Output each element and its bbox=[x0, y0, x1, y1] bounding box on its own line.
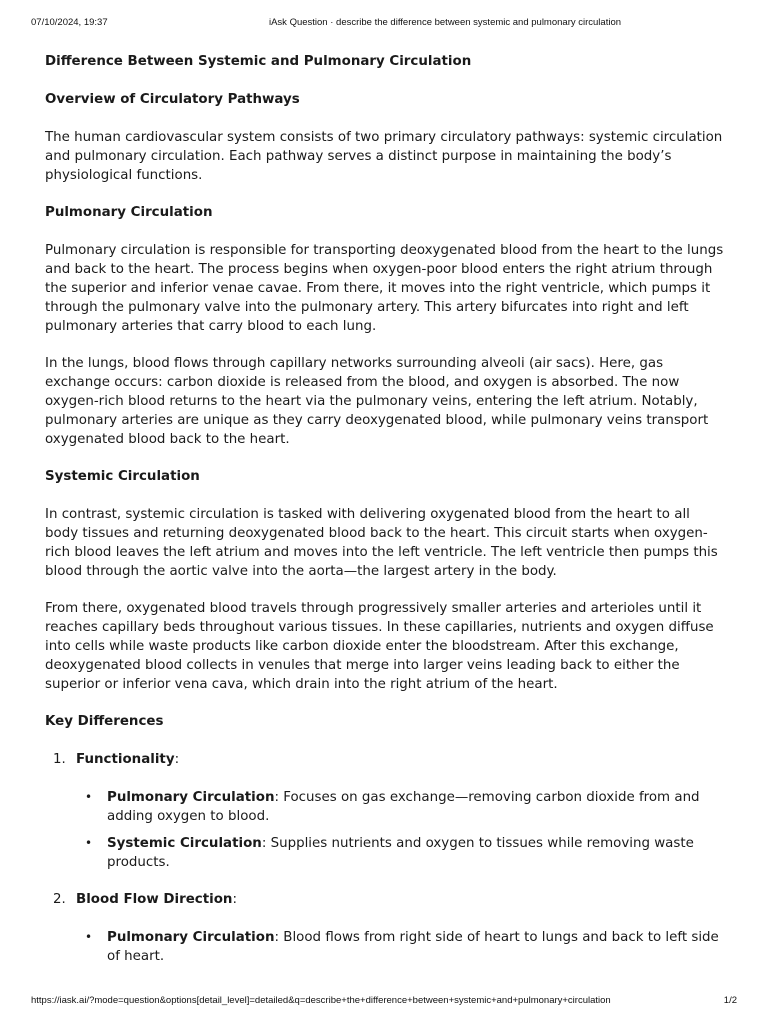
list-item-suffix: : bbox=[174, 752, 180, 767]
list-item bbox=[45, 890, 727, 966]
systemic-paragraph-2: From there, oxygenated blood travels through progressively smaller arteries and arterioles until it reaches capillary beds throughout various tissues. In these capillaries, nutrients and oxygen diffuse into cells while waste products like carbon dioxide enter the bloodstream. After this exchange, deoxygenated blood collects in venules that merge into larger veins leading back to either the superior or inferior vena cava, which drain into the right atrium of the heart. bbox=[45, 601, 714, 692]
key-differences-list bbox=[45, 750, 727, 966]
bullet-icon: • bbox=[85, 930, 93, 944]
sub-list bbox=[76, 788, 727, 872]
pulmonary-paragraph-2: In the lungs, blood flows through capillary networks surrounding alveoli (air sacs). Here, gas exchange occurs: carbon dioxide is released from the blood, and oxygen is absorbed. The now oxygen-rich blood returns to the heart via the pulmonary veins, entering the left atrium. Notably, pulmonary arteries are unique as they carry deoxygenated blood, while pulmonary veins transport oxygenated blood back to the heart. bbox=[45, 356, 709, 447]
overview-heading: Overview of Circulatory Pathways bbox=[45, 92, 300, 107]
sub-item-text: : Supplies nutrients and oxygen to tissues while removing waste products. bbox=[107, 836, 694, 870]
list-item-suffix: : bbox=[232, 892, 237, 907]
page-number: 1/2 bbox=[723, 995, 737, 1006]
overview-paragraph: The human cardiovascular system consists of two primary circulatory pathways: systemic circulation and pulmonary circulation. Each pathway serves a distinct purpose in maintaining the body’s physiological functions. bbox=[45, 130, 723, 183]
list-number: 2. bbox=[53, 892, 66, 907]
print-footer bbox=[0, 995, 768, 1009]
sub-item-label: Pulmonary Circulation bbox=[107, 930, 275, 945]
bullet-icon: • bbox=[85, 836, 93, 850]
bullet-icon: • bbox=[85, 790, 93, 804]
sub-item-text: : Focuses on gas exchange—removing carbon dioxide from and adding oxygen to blood. bbox=[107, 790, 700, 824]
key-differences-heading: Key Differences bbox=[45, 714, 164, 729]
print-title: iAsk Question · describe the difference between systemic and pulmonary circulation bbox=[268, 17, 622, 28]
list-item bbox=[45, 750, 727, 872]
list-item-label: Blood Flow Direction bbox=[76, 892, 233, 907]
sub-item-text: : Blood flows from right side of heart to lungs and back to left side of heart. bbox=[107, 930, 719, 964]
print-date: 07/10/2024, 19:37 bbox=[31, 17, 108, 28]
page-title: Difference Between Systemic and Pulmonary Circulation bbox=[45, 54, 472, 69]
list-number: 1. bbox=[53, 752, 66, 767]
pulmonary-heading: Pulmonary Circulation bbox=[45, 205, 213, 220]
systemic-heading: Systemic Circulation bbox=[45, 469, 200, 484]
print-header bbox=[0, 17, 768, 31]
sub-list-item bbox=[76, 834, 727, 872]
print-url: https://iask.ai/?mode=question&options[detail_level]=detailed&q=describe+the+difference+between+systemic+and+pulmonary+circulation bbox=[31, 995, 611, 1006]
list-item-label: Functionality bbox=[76, 752, 175, 767]
article bbox=[45, 52, 727, 984]
pulmonary-paragraph-1: Pulmonary circulation is responsible for transporting deoxygenated blood from the heart to the lungs and back to the heart. The process begins when oxygen-poor blood enters the right atrium through the superior and inferior venae cavae. From there, it moves into the right ventricle, which pumps it through the pulmonary valve into the pulmonary artery. This artery bifurcates into right and left pulmonary arteries that carry blood to each lung. bbox=[45, 243, 724, 334]
sub-list-item bbox=[76, 928, 727, 966]
systemic-paragraph-1: In contrast, systemic circulation is tasked with delivering oxygenated blood from the heart to all body tissues and returning deoxygenated blood back to the heart. This circuit starts when oxygen-rich blood leaves the left atrium and moves into the left ventricle. The left ventricle then pumps this blood through the aortic valve into the aorta—the largest artery in the body. bbox=[45, 507, 718, 579]
sub-item-label: Pulmonary Circulation bbox=[107, 790, 275, 805]
sub-list-item bbox=[76, 788, 727, 826]
sub-list bbox=[76, 928, 727, 966]
sub-item-label: Systemic Circulation bbox=[107, 836, 262, 851]
